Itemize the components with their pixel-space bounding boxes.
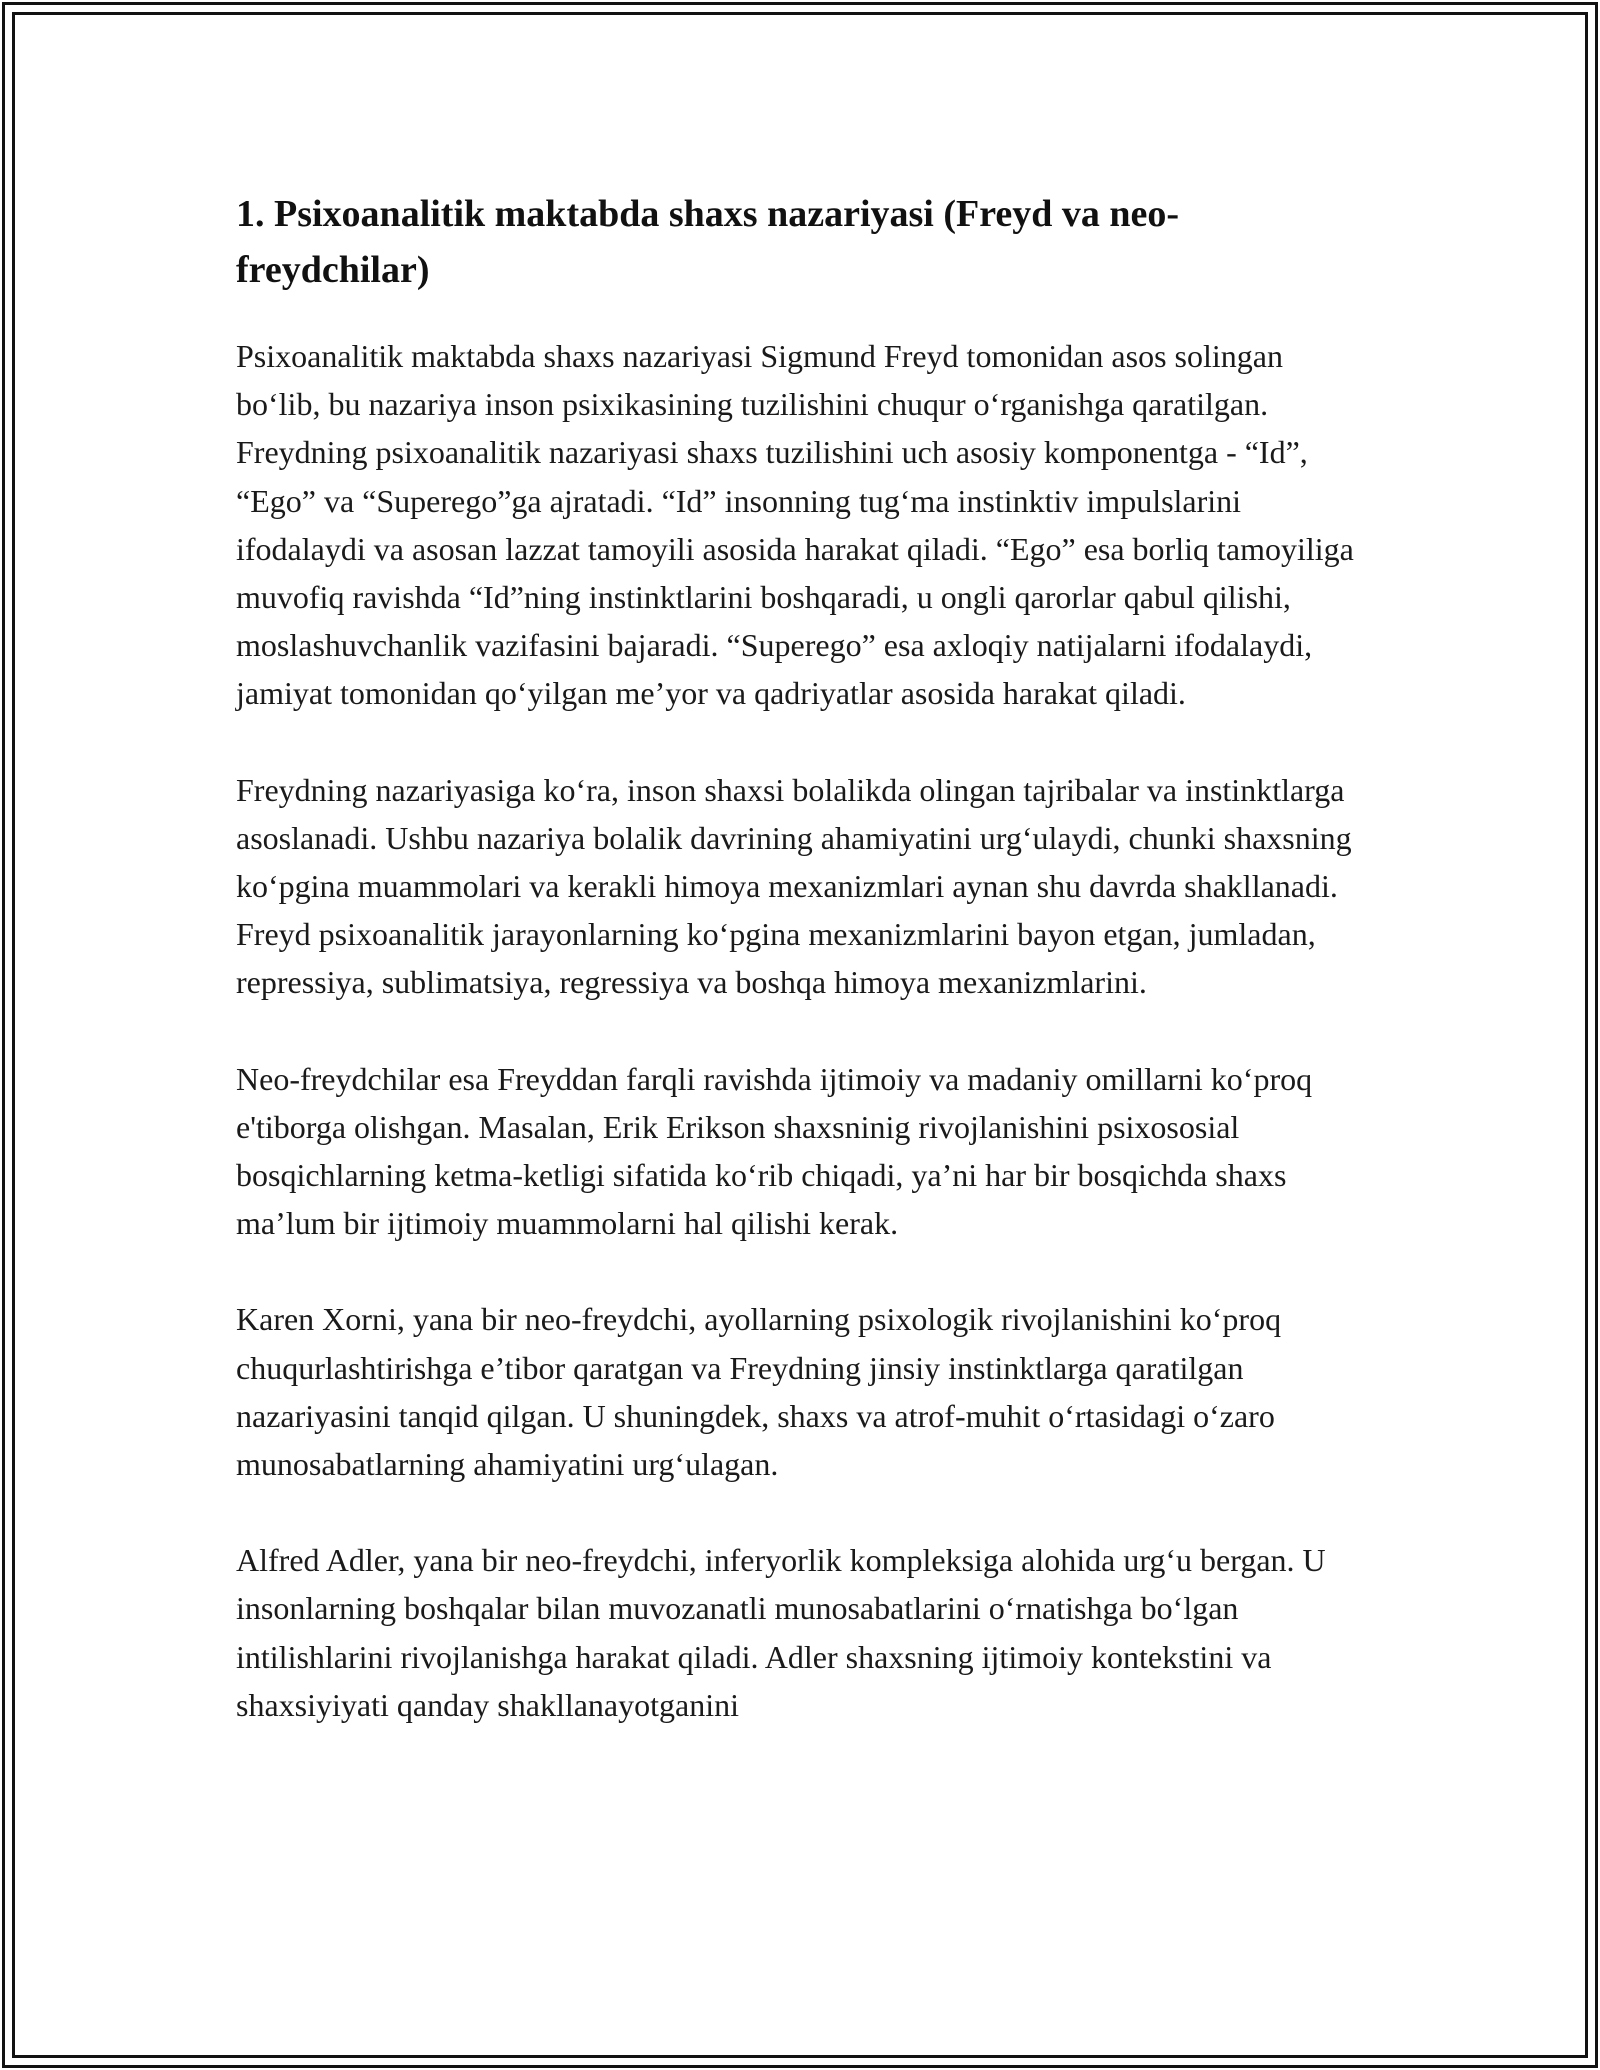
section-heading: 1. Psixoanalitik maktabda shaxs nazariyasi (Freyd va neo-freydchilar): [236, 193, 1180, 291]
paragraph-adler: Alfred Adler, yana bir neo-freydchi, inferyorlik kompleksiga alohida urg‘u bergan. U insonlarning boshqalar bilan muvozanatli munosabatlarini o‘rnatishga bo‘lgan intilishlarini rivojlanishga harakat qiladi. Adler shaxsning ijtimoiy kontekstini va shaxsiyiyati qanday shakllanayotganini: [236, 1542, 1326, 1723]
document-body: [236, 186, 1366, 1729]
paragraph-neo-freudians-erikson: Neo-freydchilar esa Freyddan farqli ravishda ijtimoiy va madaniy omillarni ko‘proq e'tiborga olishgan. Masalan, Erik Erikson shaxsninig rivojlanishini psixososial bosqichlarning ketma-ketligi sifatida ko‘rib chiqadi, ya’ni har bir bosqichda shaxs ma’lum bir ijtimoiy muammolarni hal qilishi kerak.: [236, 1060, 1313, 1242]
paragraph-childhood: Freydning nazariyasiga ko‘ra, inson shaxsi bolalikda olingan tajribalar va instinktlarga asoslanadi. Ushbu nazariya bolalik davrining ahamiyatini urg‘ulaydi, chunki shaxsning ko‘pgina muammolari va kerakli himoya mexanizmlari aynan shu davrda shakllanadi. Freyd psixoanalitik jarayonlarning ko‘pgina mexanizmlarini bayon etgan, jumladan, repressiya, sublimatsiya, regressiya va boshqa himoya mexanizmlarini.: [236, 771, 1352, 1001]
paragraph-freud-structure: Psixoanalitik maktabda shaxs nazariyasi Sigmund Freyd tomonidan asos solingan bo‘lib, bu nazariya inson psixikasining tuzilishini chuqur o‘rganishga qaratilgan. Freydning psixoanalitik nazariyasi shaxs tuzilishini uch asosiy komponentga - “Id”, “Ego” va “Superego”ga ajratadi. “Id” insonning tug‘ma instinktiv impulslarini ifodalaydi va asosan lazzat tamoyili asosida harakat qiladi. “Ego” esa borliq tamoyiliga muvofiq ravishda “Id”ning instinktlarini boshqaradi, u ongli qarorlar qabul qilishi, moslashuvchanlik vazifasini bajaradi. “Superego” esa axloqiy natijalarni ifodalaydi, jamiyat tomonidan qo‘yilgan me’yor va qadriyatlar asosida harakat qiladi.: [236, 338, 1354, 712]
paragraph-horney: Karen Xorni, yana bir neo-freydchi, ayollarning psixologik rivojlanishini ko‘proq chuqurlashtirishga e’tibor qaratgan va Freydning jinsiy instinktlarga qaratilgan nazariyasini tanqid qilgan. U shuningdek, shaxs va atrof-muhit o‘rtasidagi o‘zaro munosabatlarning ahamiyatini urg‘ulagan.: [236, 1301, 1282, 1483]
